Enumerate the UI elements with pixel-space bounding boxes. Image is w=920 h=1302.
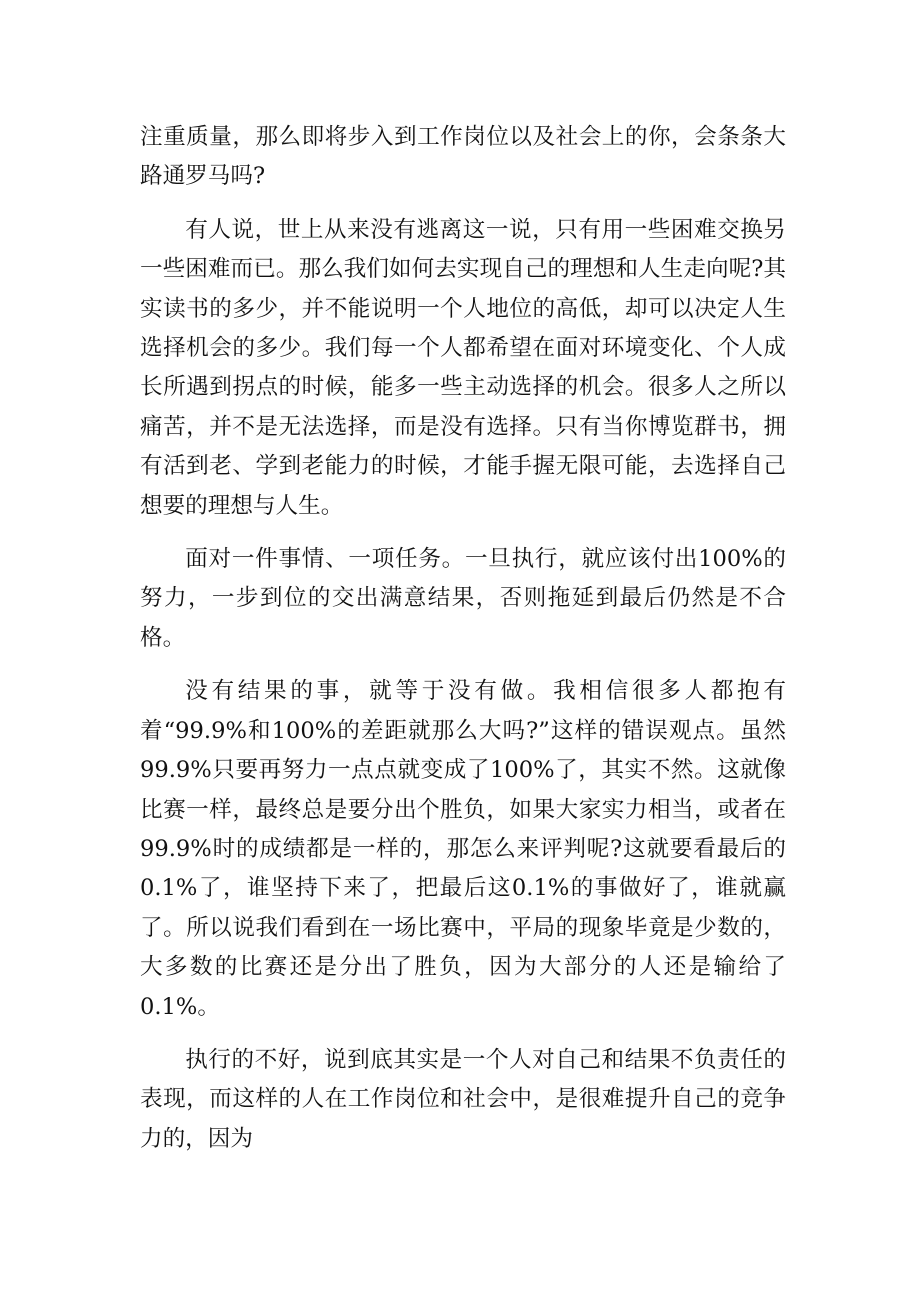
paragraph-3: 面对一件事情、一项任务。一旦执行，就应该付出100%的努力，一步到位的交出满意结果，否则拖延到最后仍然是不合格。 — [140, 546, 786, 651]
document-body — [140, 118, 786, 1159]
paragraph-1: 注重质量，那么即将步入到工作岗位以及社会上的你，会条条大路通罗马吗? — [140, 124, 786, 190]
paragraph-5: 执行的不好，说到底其实是一个人对自己和结果不负责任的表现，而这样的人在工作岗位和社会中，是很难提升自己的竞争力的，因为 — [140, 1046, 786, 1152]
paragraph-4: 没有结果的事，就等于没有做。我相信很多人都抱有着“99.9%和100%的差距就那么大吗?”这样的错误观点。虽然99.9%只要再努力一点点就变成了100%了，其实不然。这就像比赛一样，最终总是要分出个胜负，如果大家实力相当，或者在99.9%时的成绩都是一样的，那怎么来评判呢?这就要看最后的0.1%了，谁坚持下来了，把最后这0.1%的事做好了，谁就赢了。所以说我们看到在一场比赛中，平局的现象毕竟是少数的，大多数的比赛还是分出了胜负，因为大部分的人还是输给了0.1%。 — [140, 678, 786, 1020]
paragraph-2: 有人说，世上从来没有逃离这一说，只有用一些困难交换另一些困难而已。那么我们如何去实现自己的理想和人生走向呢?其实读书的多少，并不能说明一个人地位的高低，却可以决定人生选择机会的多少。我们每一个人都希望在面对环境变化、个人成长所遇到拐点的时候，能多一些主动选择的机会。很多人之所以痛苦，并不是无法选择，而是没有选择。只有当你博览群书，拥有活到老、学到老能力的时候，才能手握无限可能，去选择自己想要的理想与人生。 — [140, 216, 786, 519]
